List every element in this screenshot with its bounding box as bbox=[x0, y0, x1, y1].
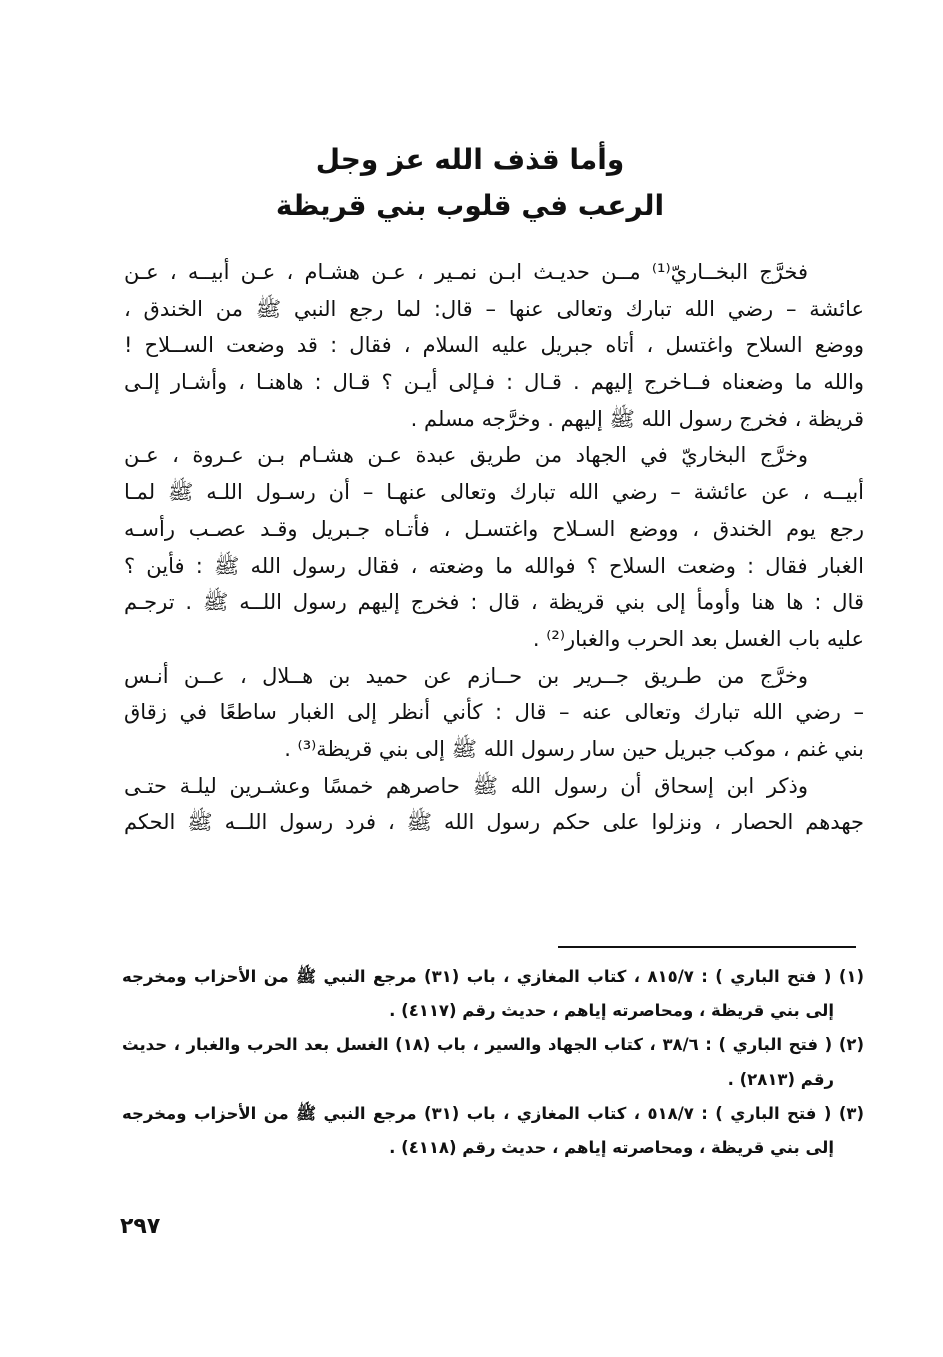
footnote-1-line-2: إلى بني قريظة ، ومحاصرته إياهم ، حديث رقم (٤١١٧) . bbox=[389, 1001, 834, 1021]
body-line: أبيــه ، عن عائشة – رضي الله تبارك وتعالى عنهـا – أن رسـول اللـه ﷺ لمـا bbox=[124, 480, 864, 505]
body-line: بني غنم ، موكب جبريل حين سار رسول الله ﷺ إلى بني قريظة⁽³⁾ . bbox=[284, 736, 864, 761]
footnote-2-line-2: رقم (٢٨١٣) . bbox=[727, 1069, 834, 1089]
footnote-2-line-1: (٢) ( فتح الباري ) : ٣٨/٦ ، كتاب الجهاد والسير ، باب (١٨) الغسل بعد الحرب والغبار ، حديث bbox=[122, 1035, 864, 1055]
body-line: قريظة ، فخرج رسول الله ﷺ إليهم . وخرَّجه مسلم . bbox=[410, 406, 864, 431]
body-line: جهدهم الحصار ، ونزلوا على حكم رسول الله ﷺ ، فرد رسول اللــه ﷺ الحكم bbox=[124, 810, 864, 835]
footnote-3-line-1: (٣) ( فتح الباري ) : ٥١٨/٧ ، كتاب المغازي ، باب (٣١) مرجع النبي ﷺ من الأحزاب ومخرجه bbox=[122, 1103, 864, 1123]
body-line: وخرَّج من طـريق جــرير بن حــازم عن حميد بن هــلال ، عــن أنـس bbox=[124, 663, 808, 688]
body-line: فخرَّج البخــاريّ⁽¹⁾ مــن حديـث ابـن نمـير ، عـن هشـام ، عـن أبيــه ، عـن bbox=[124, 260, 808, 284]
body-line: الغبار فقال : وضعت السلاح ؟ فوالله ما وضعته ، فقال رسول الله ﷺ : فأين ؟ bbox=[124, 553, 864, 578]
body-text bbox=[124, 254, 864, 841]
body-line: عليه باب الغسل بعد الحرب والغبار⁽²⁾ . bbox=[532, 626, 864, 651]
body-line: ووضع السلاح واغتسل ، أتاه جبريل عليه السلام ، فقال : قد وضعت الســلاح ! bbox=[124, 333, 864, 358]
page-number: ٢٩٧ bbox=[120, 1214, 161, 1239]
footnote-3-line-2: إلى بني قريظة ، ومحاصرته إياهم ، حديث رقم (٤١١٨) . bbox=[389, 1137, 834, 1157]
footnotes bbox=[122, 960, 864, 1165]
body-line: قال : ها هنا وأومأ إلى بني قريظة ، قال : فخرج إليهم رسول اللــه ﷺ . ترجـم bbox=[124, 590, 864, 615]
body-line: والله ما وضعناه فــاخرج إليهم . قـال : فـإلى أيـن ؟ قـال : هاهنـا ، وأشـار إلـى bbox=[124, 370, 864, 395]
footnote-separator bbox=[558, 946, 856, 948]
body-line: عائشة – رضي الله تبارك وتعالى عنها – قال: لما رجع النبي ﷺ من الخندق ، bbox=[124, 296, 864, 321]
body-line: رجع يوم الخندق ، ووضع السـلاح واغتسـل ، فأتـاه جـبريل وقـد عصـب رأسـه bbox=[124, 516, 864, 541]
chapter-title-line-2: الرعب في قلوب بني قريظة bbox=[275, 189, 665, 222]
body-line: وذكر ابن إسحاق أن رسول الله ﷺ حاصرهم خمسًا وعشـرين ليلـة حتـى bbox=[124, 773, 808, 798]
chapter-title-line-1: وأما قذف الله عز وجل bbox=[315, 143, 625, 176]
body-line: – رضي الله تبارك وتعالى عنه – قال : كأني أنظر إلى الغبار ساطعًا في زقاق bbox=[124, 700, 864, 725]
footnote-1-line-1: (١) ( فتح الباري ) : ٨١٥/٧ ، كتاب المغازي ، باب (٣١) مرجع النبي ﷺ من الأحزاب ومخرجه bbox=[122, 967, 864, 986]
body-line: وخرَّج البخاريّ في الجهاد من طريق عبدة عـن هشـام بـن عـروة ، عـن bbox=[124, 443, 808, 468]
